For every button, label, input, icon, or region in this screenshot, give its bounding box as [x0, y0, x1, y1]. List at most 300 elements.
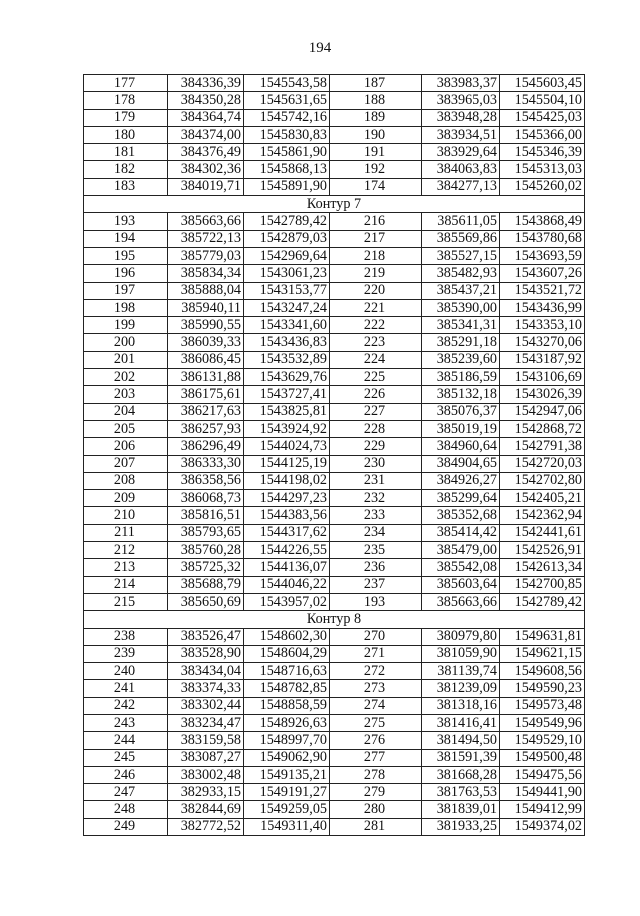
point-number-cell: 216	[330, 213, 422, 230]
x-coordinate-cell: 381239,09	[422, 680, 500, 697]
y-coordinate-cell: 1544024,73	[244, 438, 330, 455]
y-coordinate-cell: 1542720,03	[500, 455, 585, 472]
table-row	[84, 628, 585, 645]
y-coordinate-cell: 1545868,13	[244, 161, 330, 178]
x-coordinate-cell: 386296,49	[168, 438, 244, 455]
y-coordinate-cell: 1549441,90	[500, 784, 585, 801]
y-coordinate-cell: 1545425,03	[500, 109, 585, 126]
x-coordinate-cell: 386175,61	[168, 386, 244, 403]
y-coordinate-cell: 1544198,02	[244, 472, 330, 489]
y-coordinate-cell: 1543187,92	[500, 351, 585, 368]
y-coordinate-cell: 1549549,96	[500, 714, 585, 731]
coordinates-table	[83, 74, 585, 836]
x-coordinate-cell: 381494,50	[422, 732, 500, 749]
point-number-cell: 214	[84, 576, 168, 593]
y-coordinate-cell: 1548997,70	[244, 732, 330, 749]
x-coordinate-cell: 384277,13	[422, 178, 500, 195]
x-coordinate-cell: 382772,52	[168, 818, 244, 835]
x-coordinate-cell: 381668,28	[422, 766, 500, 783]
point-number-cell: 201	[84, 351, 168, 368]
table-row	[84, 144, 585, 161]
point-number-cell: 232	[330, 490, 422, 507]
point-number-cell: 180	[84, 126, 168, 143]
y-coordinate-cell: 1542791,38	[500, 438, 585, 455]
point-number-cell: 207	[84, 455, 168, 472]
x-coordinate-cell: 385663,66	[422, 593, 500, 610]
point-number-cell: 181	[84, 144, 168, 161]
x-coordinate-cell: 385990,55	[168, 317, 244, 334]
page-number: 194	[308, 40, 332, 56]
table-row	[84, 490, 585, 507]
x-coordinate-cell: 384336,39	[168, 75, 244, 92]
point-number-cell: 213	[84, 559, 168, 576]
y-coordinate-cell: 1544226,55	[244, 542, 330, 559]
y-coordinate-cell: 1548604,29	[244, 645, 330, 662]
x-coordinate-cell: 383528,90	[168, 645, 244, 662]
y-coordinate-cell: 1544136,07	[244, 559, 330, 576]
y-coordinate-cell: 1543247,24	[244, 299, 330, 316]
table-row	[84, 714, 585, 731]
x-coordinate-cell: 385482,93	[422, 265, 500, 282]
x-coordinate-cell: 385239,60	[422, 351, 500, 368]
x-coordinate-cell: 383934,51	[422, 126, 500, 143]
point-number-cell: 192	[330, 161, 422, 178]
y-coordinate-cell: 1543924,92	[244, 420, 330, 437]
table-row	[84, 299, 585, 316]
point-number-cell: 208	[84, 472, 168, 489]
point-number-cell: 182	[84, 161, 168, 178]
y-coordinate-cell: 1542702,80	[500, 472, 585, 489]
y-coordinate-cell: 1545366,00	[500, 126, 585, 143]
point-number-cell: 280	[330, 801, 422, 818]
y-coordinate-cell: 1543629,76	[244, 369, 330, 386]
coordinates-table-body	[84, 75, 585, 836]
y-coordinate-cell: 1543436,83	[244, 334, 330, 351]
x-coordinate-cell: 381763,53	[422, 784, 500, 801]
y-coordinate-cell: 1542700,85	[500, 576, 585, 593]
y-coordinate-cell: 1543270,06	[500, 334, 585, 351]
point-number-cell: 205	[84, 420, 168, 437]
table-row	[84, 230, 585, 247]
x-coordinate-cell: 381839,01	[422, 801, 500, 818]
table-row	[84, 818, 585, 835]
x-coordinate-cell: 384374,00	[168, 126, 244, 143]
point-number-cell: 231	[330, 472, 422, 489]
point-number-cell: 238	[84, 628, 168, 645]
x-coordinate-cell: 385834,34	[168, 265, 244, 282]
x-coordinate-cell: 383002,48	[168, 766, 244, 783]
point-number-cell: 271	[330, 645, 422, 662]
y-coordinate-cell: 1549621,15	[500, 645, 585, 662]
x-coordinate-cell: 384302,36	[168, 161, 244, 178]
y-coordinate-cell: 1543153,77	[244, 282, 330, 299]
x-coordinate-cell: 386086,45	[168, 351, 244, 368]
point-number-cell: 270	[330, 628, 422, 645]
y-coordinate-cell: 1548782,85	[244, 680, 330, 697]
x-coordinate-cell: 385414,42	[422, 524, 500, 541]
point-number-cell: 200	[84, 334, 168, 351]
point-number-cell: 243	[84, 714, 168, 731]
table-row	[84, 126, 585, 143]
x-coordinate-cell: 385603,64	[422, 576, 500, 593]
point-number-cell: 195	[84, 247, 168, 264]
y-coordinate-cell: 1542789,42	[244, 213, 330, 230]
table-row	[84, 524, 585, 541]
table-row	[84, 109, 585, 126]
y-coordinate-cell: 1542441,61	[500, 524, 585, 541]
y-coordinate-cell: 1544046,22	[244, 576, 330, 593]
table-row	[84, 282, 585, 299]
x-coordinate-cell: 385663,66	[168, 213, 244, 230]
table-row	[84, 178, 585, 195]
y-coordinate-cell: 1549135,21	[244, 766, 330, 783]
x-coordinate-cell: 385132,18	[422, 386, 500, 403]
table-row	[84, 420, 585, 437]
y-coordinate-cell: 1544383,56	[244, 507, 330, 524]
point-number-cell: 199	[84, 317, 168, 334]
y-coordinate-cell: 1549311,40	[244, 818, 330, 835]
x-coordinate-cell: 383965,03	[422, 92, 500, 109]
point-number-cell: 215	[84, 593, 168, 610]
y-coordinate-cell: 1548858,59	[244, 697, 330, 714]
y-coordinate-cell: 1542789,42	[500, 593, 585, 610]
point-number-cell: 274	[330, 697, 422, 714]
table-row	[84, 663, 585, 680]
x-coordinate-cell: 381933,25	[422, 818, 500, 835]
point-number-cell: 233	[330, 507, 422, 524]
contour-header-row	[84, 611, 585, 628]
point-number-cell: 198	[84, 299, 168, 316]
point-number-cell: 223	[330, 334, 422, 351]
x-coordinate-cell: 385611,05	[422, 213, 500, 230]
table-row	[84, 801, 585, 818]
point-number-cell: 203	[84, 386, 168, 403]
y-coordinate-cell: 1544125,19	[244, 455, 330, 472]
y-coordinate-cell: 1542526,91	[500, 542, 585, 559]
y-coordinate-cell: 1545543,58	[244, 75, 330, 92]
contour-label: Контур 8	[84, 611, 585, 628]
point-number-cell: 183	[84, 178, 168, 195]
x-coordinate-cell: 383948,28	[422, 109, 500, 126]
y-coordinate-cell: 1549500,48	[500, 749, 585, 766]
x-coordinate-cell: 383302,44	[168, 697, 244, 714]
x-coordinate-cell: 385076,37	[422, 403, 500, 420]
x-coordinate-cell: 381139,74	[422, 663, 500, 680]
table-row	[84, 92, 585, 109]
point-number-cell: 224	[330, 351, 422, 368]
x-coordinate-cell: 385888,04	[168, 282, 244, 299]
y-coordinate-cell: 1542947,06	[500, 403, 585, 420]
point-number-cell: 177	[84, 75, 168, 92]
point-number-cell: 206	[84, 438, 168, 455]
y-coordinate-cell: 1545603,45	[500, 75, 585, 92]
point-number-cell: 249	[84, 818, 168, 835]
point-number-cell: 277	[330, 749, 422, 766]
point-number-cell: 187	[330, 75, 422, 92]
x-coordinate-cell: 383234,47	[168, 714, 244, 731]
x-coordinate-cell: 386068,73	[168, 490, 244, 507]
point-number-cell: 219	[330, 265, 422, 282]
x-coordinate-cell: 380979,80	[422, 628, 500, 645]
point-number-cell: 230	[330, 455, 422, 472]
x-coordinate-cell: 385527,15	[422, 247, 500, 264]
x-coordinate-cell: 385186,59	[422, 369, 500, 386]
y-coordinate-cell: 1549529,10	[500, 732, 585, 749]
point-number-cell: 220	[330, 282, 422, 299]
x-coordinate-cell: 386257,93	[168, 420, 244, 437]
x-coordinate-cell: 386131,88	[168, 369, 244, 386]
y-coordinate-cell: 1542879,03	[244, 230, 330, 247]
point-number-cell: 211	[84, 524, 168, 541]
y-coordinate-cell: 1542613,34	[500, 559, 585, 576]
y-coordinate-cell: 1543825,81	[244, 403, 330, 420]
x-coordinate-cell: 384904,65	[422, 455, 500, 472]
x-coordinate-cell: 381059,90	[422, 645, 500, 662]
y-coordinate-cell: 1543780,68	[500, 230, 585, 247]
y-coordinate-cell: 1548602,30	[244, 628, 330, 645]
x-coordinate-cell: 381591,39	[422, 749, 500, 766]
point-number-cell: 227	[330, 403, 422, 420]
point-number-cell: 204	[84, 403, 168, 420]
x-coordinate-cell: 385688,79	[168, 576, 244, 593]
table-row	[84, 697, 585, 714]
y-coordinate-cell: 1543353,10	[500, 317, 585, 334]
x-coordinate-cell: 384063,83	[422, 161, 500, 178]
y-coordinate-cell: 1543532,89	[244, 351, 330, 368]
y-coordinate-cell: 1543026,39	[500, 386, 585, 403]
point-number-cell: 244	[84, 732, 168, 749]
table-row	[84, 645, 585, 662]
y-coordinate-cell: 1549573,48	[500, 697, 585, 714]
y-coordinate-cell: 1544297,23	[244, 490, 330, 507]
x-coordinate-cell: 381416,41	[422, 714, 500, 731]
table-row	[84, 559, 585, 576]
point-number-cell: 197	[84, 282, 168, 299]
y-coordinate-cell: 1545631,65	[244, 92, 330, 109]
point-number-cell: 179	[84, 109, 168, 126]
y-coordinate-cell: 1543061,23	[244, 265, 330, 282]
table-row	[84, 369, 585, 386]
x-coordinate-cell: 385779,03	[168, 247, 244, 264]
y-coordinate-cell: 1543436,99	[500, 299, 585, 316]
table-row	[84, 247, 585, 264]
y-coordinate-cell: 1545313,03	[500, 161, 585, 178]
x-coordinate-cell: 383087,27	[168, 749, 244, 766]
point-number-cell: 188	[330, 92, 422, 109]
x-coordinate-cell: 382933,15	[168, 784, 244, 801]
y-coordinate-cell: 1549259,05	[244, 801, 330, 818]
x-coordinate-cell: 385940,11	[168, 299, 244, 316]
y-coordinate-cell: 1543607,26	[500, 265, 585, 282]
y-coordinate-cell: 1545742,16	[244, 109, 330, 126]
table-row	[84, 680, 585, 697]
x-coordinate-cell: 385352,68	[422, 507, 500, 524]
table-row	[84, 438, 585, 455]
table-row	[84, 386, 585, 403]
x-coordinate-cell: 383159,58	[168, 732, 244, 749]
y-coordinate-cell: 1549608,56	[500, 663, 585, 680]
y-coordinate-cell: 1545830,83	[244, 126, 330, 143]
y-coordinate-cell: 1543957,02	[244, 593, 330, 610]
y-coordinate-cell: 1542969,64	[244, 247, 330, 264]
x-coordinate-cell: 385341,31	[422, 317, 500, 334]
point-number-cell: 209	[84, 490, 168, 507]
x-coordinate-cell: 382844,69	[168, 801, 244, 818]
table-row	[84, 472, 585, 489]
point-number-cell: 226	[330, 386, 422, 403]
point-number-cell: 281	[330, 818, 422, 835]
table-row	[84, 213, 585, 230]
table-row	[84, 576, 585, 593]
point-number-cell: 218	[330, 247, 422, 264]
point-number-cell: 222	[330, 317, 422, 334]
y-coordinate-cell: 1543106,69	[500, 369, 585, 386]
x-coordinate-cell: 385019,19	[422, 420, 500, 437]
y-coordinate-cell: 1542405,21	[500, 490, 585, 507]
point-number-cell: 221	[330, 299, 422, 316]
x-coordinate-cell: 385722,13	[168, 230, 244, 247]
table-row	[84, 351, 585, 368]
y-coordinate-cell: 1545504,10	[500, 92, 585, 109]
point-number-cell: 276	[330, 732, 422, 749]
point-number-cell: 279	[330, 784, 422, 801]
point-number-cell: 234	[330, 524, 422, 541]
x-coordinate-cell: 381318,16	[422, 697, 500, 714]
y-coordinate-cell: 1549631,81	[500, 628, 585, 645]
x-coordinate-cell: 385542,08	[422, 559, 500, 576]
y-coordinate-cell: 1549412,99	[500, 801, 585, 818]
x-coordinate-cell: 383929,64	[422, 144, 500, 161]
x-coordinate-cell: 386333,30	[168, 455, 244, 472]
table-row	[84, 784, 585, 801]
x-coordinate-cell: 385650,69	[168, 593, 244, 610]
x-coordinate-cell: 383526,47	[168, 628, 244, 645]
point-number-cell: 229	[330, 438, 422, 455]
x-coordinate-cell: 384376,49	[168, 144, 244, 161]
y-coordinate-cell: 1542362,94	[500, 507, 585, 524]
table-row	[84, 265, 585, 282]
x-coordinate-cell: 384960,64	[422, 438, 500, 455]
point-number-cell: 225	[330, 369, 422, 386]
y-coordinate-cell: 1543868,49	[500, 213, 585, 230]
y-coordinate-cell: 1543341,60	[244, 317, 330, 334]
point-number-cell: 273	[330, 680, 422, 697]
point-number-cell: 178	[84, 92, 168, 109]
table-row	[84, 507, 585, 524]
x-coordinate-cell: 384364,74	[168, 109, 244, 126]
x-coordinate-cell: 385390,00	[422, 299, 500, 316]
x-coordinate-cell: 386358,56	[168, 472, 244, 489]
y-coordinate-cell: 1549191,27	[244, 784, 330, 801]
point-number-cell: 272	[330, 663, 422, 680]
point-number-cell: 202	[84, 369, 168, 386]
x-coordinate-cell: 383374,33	[168, 680, 244, 697]
y-coordinate-cell: 1545346,39	[500, 144, 585, 161]
x-coordinate-cell: 385793,65	[168, 524, 244, 541]
x-coordinate-cell: 385760,28	[168, 542, 244, 559]
table-row	[84, 732, 585, 749]
y-coordinate-cell: 1542868,72	[500, 420, 585, 437]
table-row	[84, 593, 585, 610]
y-coordinate-cell: 1549374,02	[500, 818, 585, 835]
table-row	[84, 749, 585, 766]
x-coordinate-cell: 384019,71	[168, 178, 244, 195]
x-coordinate-cell: 385437,21	[422, 282, 500, 299]
point-number-cell: 275	[330, 714, 422, 731]
point-number-cell: 278	[330, 766, 422, 783]
point-number-cell: 241	[84, 680, 168, 697]
point-number-cell: 239	[84, 645, 168, 662]
table-row	[84, 455, 585, 472]
x-coordinate-cell: 385479,00	[422, 542, 500, 559]
y-coordinate-cell: 1544317,62	[244, 524, 330, 541]
table-row	[84, 334, 585, 351]
point-number-cell: 236	[330, 559, 422, 576]
point-number-cell: 246	[84, 766, 168, 783]
x-coordinate-cell: 385725,32	[168, 559, 244, 576]
y-coordinate-cell: 1548926,63	[244, 714, 330, 731]
y-coordinate-cell: 1543521,72	[500, 282, 585, 299]
point-number-cell: 228	[330, 420, 422, 437]
x-coordinate-cell: 384350,28	[168, 92, 244, 109]
table-row	[84, 766, 585, 783]
point-number-cell: 196	[84, 265, 168, 282]
x-coordinate-cell: 384926,27	[422, 472, 500, 489]
point-number-cell: 189	[330, 109, 422, 126]
y-coordinate-cell: 1548716,63	[244, 663, 330, 680]
point-number-cell: 210	[84, 507, 168, 524]
y-coordinate-cell: 1543727,41	[244, 386, 330, 403]
point-number-cell: 245	[84, 749, 168, 766]
x-coordinate-cell: 383983,37	[422, 75, 500, 92]
x-coordinate-cell: 385291,18	[422, 334, 500, 351]
point-number-cell: 212	[84, 542, 168, 559]
contour-header-row	[84, 196, 585, 213]
x-coordinate-cell: 385299,64	[422, 490, 500, 507]
table-row	[84, 317, 585, 334]
y-coordinate-cell: 1549590,23	[500, 680, 585, 697]
point-number-cell: 237	[330, 576, 422, 593]
point-number-cell: 242	[84, 697, 168, 714]
point-number-cell: 247	[84, 784, 168, 801]
point-number-cell: 217	[330, 230, 422, 247]
table-row	[84, 161, 585, 178]
point-number-cell: 190	[330, 126, 422, 143]
point-number-cell: 193	[330, 593, 422, 610]
y-coordinate-cell: 1549062,90	[244, 749, 330, 766]
table-row	[84, 542, 585, 559]
point-number-cell: 191	[330, 144, 422, 161]
point-number-cell: 174	[330, 178, 422, 195]
y-coordinate-cell: 1545861,90	[244, 144, 330, 161]
contour-label: Контур 7	[84, 196, 585, 213]
x-coordinate-cell: 386039,33	[168, 334, 244, 351]
y-coordinate-cell: 1543693,59	[500, 247, 585, 264]
x-coordinate-cell: 385569,86	[422, 230, 500, 247]
point-number-cell: 248	[84, 801, 168, 818]
y-coordinate-cell: 1549475,56	[500, 766, 585, 783]
y-coordinate-cell: 1545891,90	[244, 178, 330, 195]
point-number-cell: 240	[84, 663, 168, 680]
table-row	[84, 403, 585, 420]
y-coordinate-cell: 1545260,02	[500, 178, 585, 195]
table-row	[84, 75, 585, 92]
x-coordinate-cell: 383434,04	[168, 663, 244, 680]
point-number-cell: 194	[84, 230, 168, 247]
point-number-cell: 193	[84, 213, 168, 230]
x-coordinate-cell: 385816,51	[168, 507, 244, 524]
point-number-cell: 235	[330, 542, 422, 559]
